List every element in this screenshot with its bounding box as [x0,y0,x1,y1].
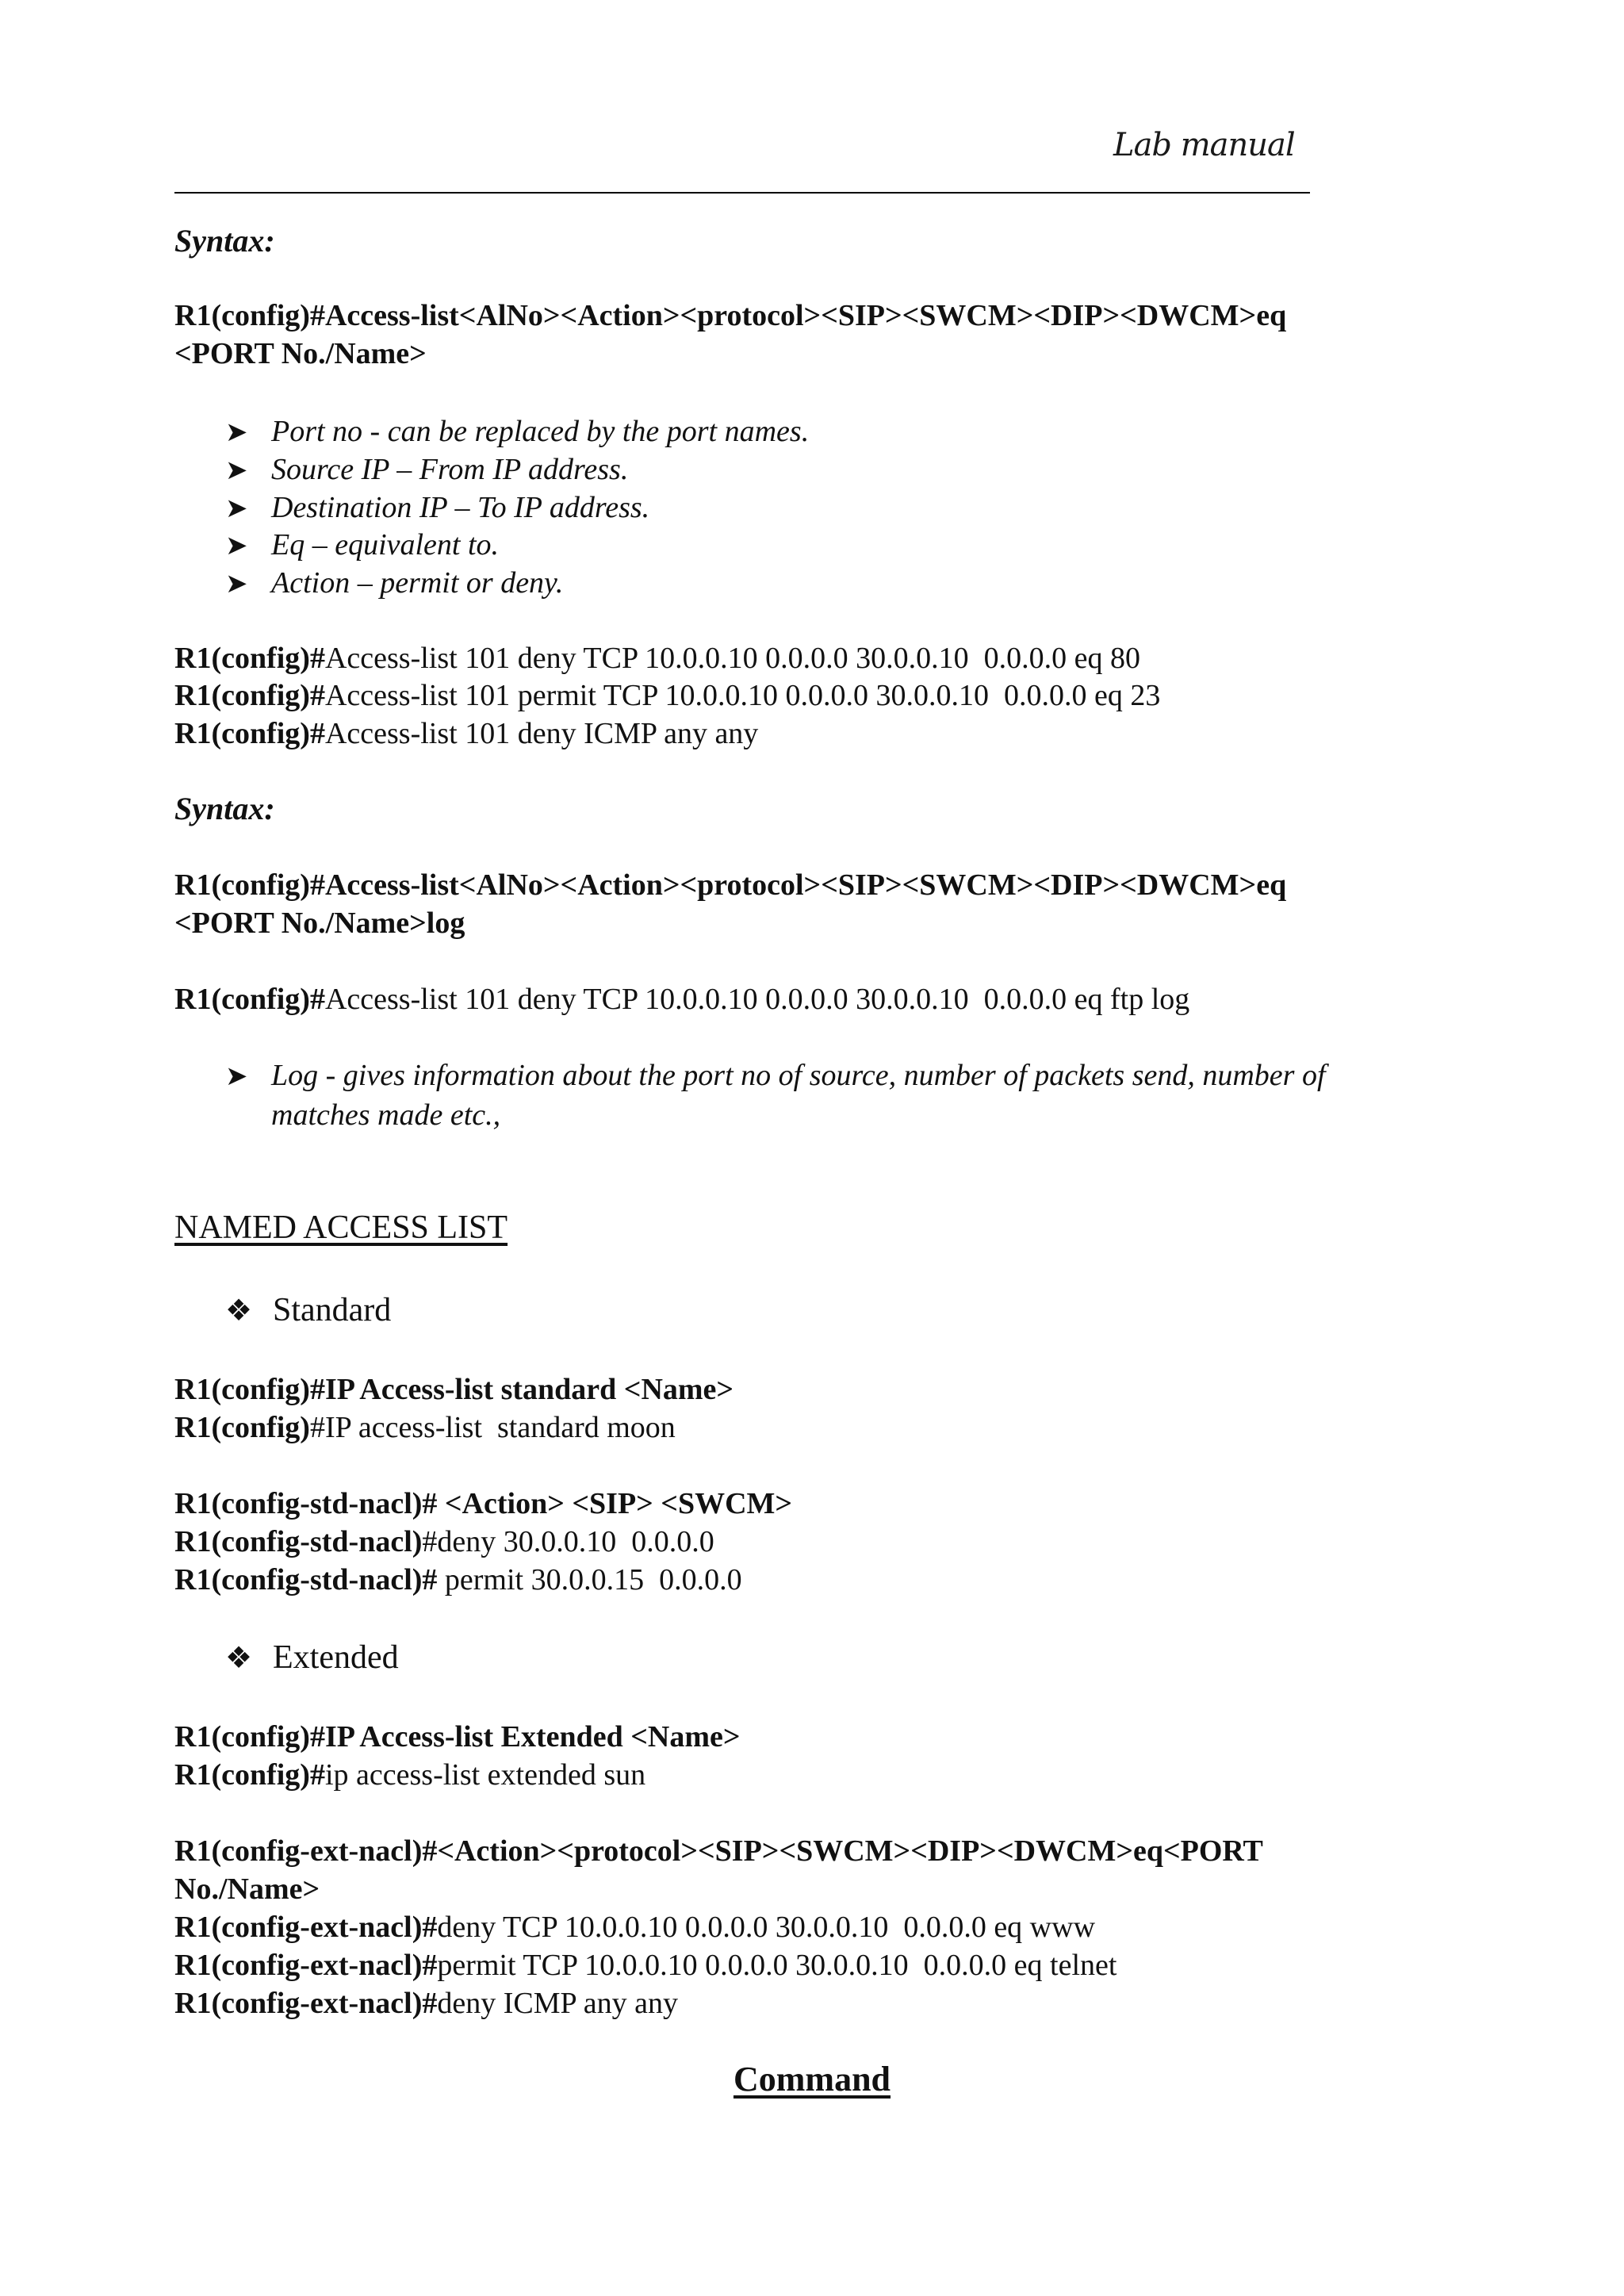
bullet-item [225,412,809,452]
extended-nacl-syntax-a: R1(config-ext-nacl)#<Action><protocol><SIP><SWCM><DIP><DWCM>eq<PORT [174,1834,1263,1868]
subheading-text: Standard [273,1292,392,1328]
extended-syntax: R1(config)#IP Access-list Extended <Name> [174,1720,741,1754]
example-prompt: R1(config)# [174,679,325,712]
syntax-line-1b: <PORT No./Name> [174,337,427,370]
example-line [174,1561,742,1599]
example-cmd: ip access-list extended sun [324,1758,646,1792]
bullet-item [225,489,649,528]
bullet-text: Source IP – From IP address. [271,453,629,486]
extended-nacl-syntax-b: No./Name> [174,1872,320,1906]
example-line [174,1523,714,1561]
example-line [174,639,1140,677]
example-prompt: R1(config-ext-nacl)# [174,1949,438,1982]
example-prompt: R1(config)# [174,1758,325,1792]
example-line [174,1984,678,2022]
bullet-text: Action – permit or deny. [271,566,564,600]
arrow-bullet-icon: ➤ [225,494,248,523]
example-cmd: Access-list 101 deny TCP 10.0.0.10 0.0.0.0 30.0.0.10 0.0.0.0 eq 80 [324,642,1141,675]
syntax-line-2a: R1(config)#Access-list<AlNo><Action><protocol><SIP><SWCM><DIP><DWCM>eq [174,868,1287,902]
command-heading: Command [733,2060,891,2099]
example-line [174,1756,645,1794]
example-cmd: Access-list 101 deny TCP 10.0.0.10 0.0.0.0 30.0.0.10 0.0.0.0 eq ftp log [324,983,1190,1016]
subheading-extended [225,1639,399,1677]
example-prompt: R1(config)# [174,983,325,1016]
bullet-item [225,450,628,490]
subheading-standard [225,1291,391,1329]
bullet-item [225,564,563,604]
syntax-label-1: Syntax: [174,223,275,259]
example-prompt: R1(config)# [174,717,325,750]
bullet-text: Eq – equivalent to. [271,528,500,562]
example-prompt: R1(config-std-nacl)# [174,1563,438,1596]
arrow-bullet-icon: ➤ [225,418,248,447]
example-cmd: deny ICMP any any [437,1987,678,2020]
subheading-text: Extended [273,1639,399,1676]
example-line [174,980,1189,1018]
standard-syntax: R1(config)#IP Access-list standard <Name> [174,1373,734,1406]
arrow-bullet-icon: ➤ [225,456,248,485]
bullet-text-continued: matches made etc., [271,1098,501,1132]
bullet-text: Port no - can be replaced by the port names. [271,415,810,448]
log-bullet [225,1056,1326,1134]
arrow-bullet-icon: ➤ [225,531,248,561]
example-line [174,677,1160,715]
header-title: Lab manual [1113,127,1295,163]
arrow-bullet-icon: ➤ [225,569,248,599]
example-line [174,1409,676,1447]
diamond-bullet-icon: ❖ [225,1294,253,1328]
syntax-line-1a: R1(config)#Access-list<AlNo><Action><protocol><SIP><SWCM><DIP><DWCM>eq [174,299,1287,332]
example-cmd: Access-list 101 permit TCP 10.0.0.10 0.0.0.0 30.0.0.10 0.0.0.0 eq 23 [324,679,1161,712]
section-heading-named-access-list: NAMED ACCESS LIST [174,1209,508,1246]
arrow-bullet-icon: ➤ [225,1062,248,1091]
standard-nacl-syntax: R1(config-std-nacl)# <Action> <SIP> <SWCM> [174,1487,793,1520]
bullet-text: Destination IP – To IP address. [271,491,650,524]
syntax-label-2: Syntax: [174,791,275,826]
example-prompt: R1(config-std-nacl) [174,1525,423,1558]
example-prompt: R1(config) [174,1411,310,1444]
example-cmd: #IP access-list standard moon [309,1411,676,1444]
syntax-line-2b: <PORT No./Name>log [174,907,465,940]
bullet-item [225,526,499,565]
example-line [174,1946,1116,1984]
example-cmd: permit TCP 10.0.0.10 0.0.0.0 30.0.0.10 0.0.0.0 eq telnet [437,1949,1117,1982]
example-cmd: deny TCP 10.0.0.10 0.0.0.0 30.0.0.10 0.0.0.0 eq www [437,1911,1096,1944]
example-prompt: R1(config-ext-nacl)# [174,1987,438,2020]
diamond-bullet-icon: ❖ [225,1642,253,1675]
example-prompt: R1(config)# [174,642,325,675]
example-cmd: permit 30.0.0.15 0.0.0.0 [437,1563,742,1596]
example-cmd: Access-list 101 deny ICMP any any [324,717,759,750]
example-line [174,715,758,753]
example-line [174,1908,1095,1946]
example-prompt: R1(config-ext-nacl)# [174,1911,438,1944]
bullet-text: Log - gives information about the port no of source, number of packets send, number of [271,1059,1326,1092]
header-rule [174,192,1310,194]
example-cmd: #deny 30.0.0.10 0.0.0.0 [422,1525,714,1558]
